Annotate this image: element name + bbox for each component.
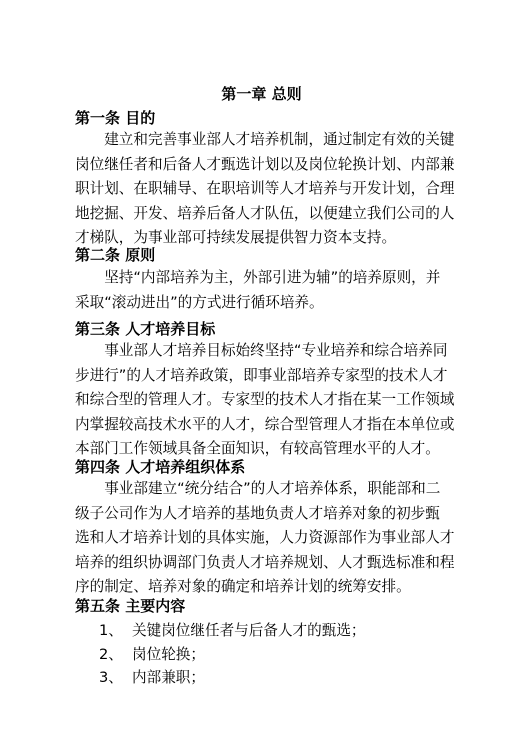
article-1-body (75, 128, 455, 251)
article-3-line: 和综合型的管理人才。专家型的技术人才指在某一工作领域 (75, 391, 455, 408)
article-1-heading: 第一条 目的 (75, 109, 156, 127)
article-3-line: 步进行”的人才培养政策，即事业部培养专家型的技术人才 (75, 366, 448, 384)
list-item-number: 2、 (99, 646, 123, 663)
article-1-line: 才梯队，为事业部可持续发展提供智力资本支持。 (75, 229, 397, 246)
article-5-heading: 第五条 主要内容 (75, 597, 186, 615)
article-4-heading: 第四条 人才培养组织体系 (75, 458, 246, 476)
article-1-line: 职计划、在职辅导、在职培训等人才培养与开发计划，合理 (75, 180, 455, 197)
list-item (99, 621, 366, 641)
article-4-line: 级子公司作为人才培养的基地负责人才培养对象的初步甄 (75, 504, 440, 522)
article-1-line: 地挖掘、开发、培养后备人才队伍，以便建立我们公司的人 (75, 204, 455, 222)
list-item-number: 1、 (99, 622, 123, 639)
article-2-line: 采取“滚动进出”的方式进行循环培养。 (75, 293, 324, 311)
article-2-body (75, 266, 455, 315)
list-item-number: 3、 (99, 669, 123, 686)
article-2-heading: 第二条 原则 (75, 246, 156, 264)
article-4-line: 培养的组织协调部门负责人才培养规划、人才甄选标准和程 (75, 553, 455, 571)
article-4-line: 序的制定、培养对象的确定和培养计划的统筹安排。 (75, 578, 411, 595)
article-3-line: 事业部人才培养目标始终坚持“专业培养和综合培养同 (75, 342, 448, 359)
article-3-body (75, 339, 455, 462)
article-4-body (75, 477, 455, 600)
article-3-heading: 第三条 人才培养目标 (75, 320, 216, 338)
list-item-text: 岗位轮换； (132, 646, 205, 663)
article-3-line: 内掌握较高技术水平的人才，综合型管理人才指在本单位或 (75, 415, 455, 433)
list-item (99, 668, 205, 688)
article-1-line: 建立和完善事业部人才培养机制，通过制定有效的关键 (75, 131, 455, 148)
article-3-line: 本部门工作领域具备全面知识，有较高管理水平的人才。 (75, 440, 440, 457)
article-4-line: 事业部建立“统分结合”的人才培养体系，职能部和二 (75, 480, 441, 497)
article-4-line: 选和人才培养计划的具体实施，人力资源部作为事业部人才 (75, 529, 455, 546)
article-2-line: 坚持“内部培养为主，外部引进为辅”的培养原则，并 (75, 269, 441, 286)
article-1-line: 岗位继任者和后备人才甄选计划以及岗位轮换计划、内部兼 (75, 155, 455, 173)
chapter-title: 第一章 总则 (221, 85, 302, 103)
list-item-text: 关键岗位继任者与后备人才的甄选； (132, 622, 366, 639)
list-item-text: 内部兼职； (132, 669, 205, 686)
list-item (99, 645, 205, 665)
